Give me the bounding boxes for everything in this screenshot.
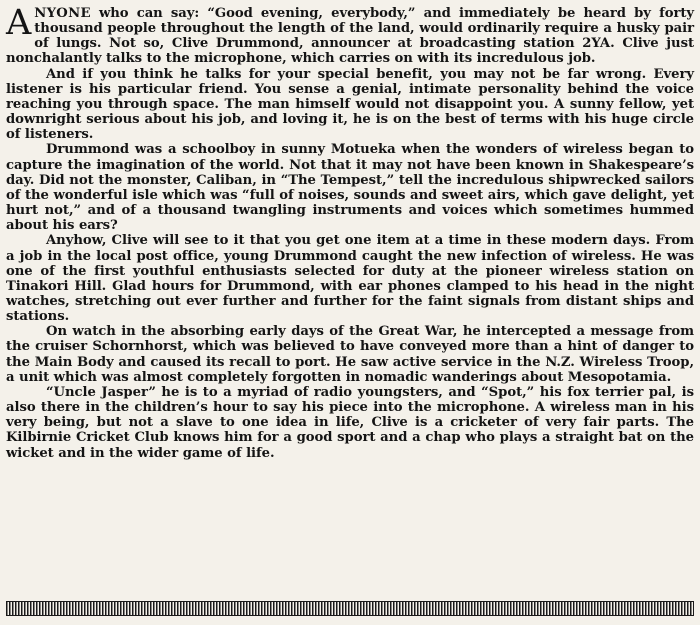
decorative-hatched-rule: [6, 601, 694, 616]
article-paragraph-3: Drummond was a schoolboy in sunny Motueka when the wonders of wireless began to capture the imagination of the world. Not that it may not have been known in Shakespeare’s day. Did not the monster, Caliban, in “The Tempest,” tell the incredulous shipwrecked sailors of the wonderful isle which was “full of noises, sounds and sweet airs, which gave delight, yet hurt not,” and of a thousand twangling instruments and voices which sometimes hummed about his ears?: [6, 142, 694, 234]
article-body: [6, 3, 694, 461]
drop-cap: A: [6, 3, 32, 43]
article-paragraph-1: [6, 3, 694, 67]
lead-in-caps: NYONE: [34, 6, 91, 21]
article-paragraph-4: Anyhow, Clive will see to it that you get one item at a time in these modern days. From a job in the local post office, young Drummond caught the new infection of wireless. He was one of the first youthful enthusiasts selected for duty at the pioneer wireless station on Tinakori Hill. Glad hours for Drummond, with ear phones clamped to his head in the night watches, stretching out ever further and further for the faint signals from distant ships and stations.: [6, 233, 694, 325]
article-paragraph-6: “Uncle Jasper” he is to a myriad of radio youngsters, and “Spot,” his fox terrier pal, is also there in the children’s hour to say his piece into the microphone. A wireless man in his very being, but not a slave to one idea in life, Clive is a cricketer of very fair parts. The Kilbirnie Cricket Club knows him for a good sport and a chap who plays a straight bat on the wicket and in the wider game of life.: [6, 384, 694, 461]
paragraph-1-text: who can say: “Good evening, everybody,” and immediately be heard by forty thousand people throughout the length of the land, would ordinarily require a husky pair of lungs. Not so, Clive Drummond, announcer at broadcasting station 2YA. Clive just nonchalantly talks to the microphone, which carries on with its incredulous job.: [6, 6, 694, 67]
article-paragraph-2: And if you think he talks for your special benefit, you may not be far wrong. Every listener is his particular friend. You sense a genial, intimate personality behind the voice reaching you through space. The man himself would not disappoint you. A sunny fellow, yet downright serious about his job, and loving it, he is on the best of terms with his huge circle of listeners.: [6, 66, 694, 143]
article-paragraph-5: On watch in the absorbing early days of the Great War, he intercepted a message from the cruiser Schornhorst, which was believed to have conveyed more than a hint of danger to the Main Body and caused its recall to port. He saw active service in the N.Z. Wireless Troop, a unit which was almost completely forgotten in nomadic wanderings about Mesopotamia.: [6, 324, 694, 385]
